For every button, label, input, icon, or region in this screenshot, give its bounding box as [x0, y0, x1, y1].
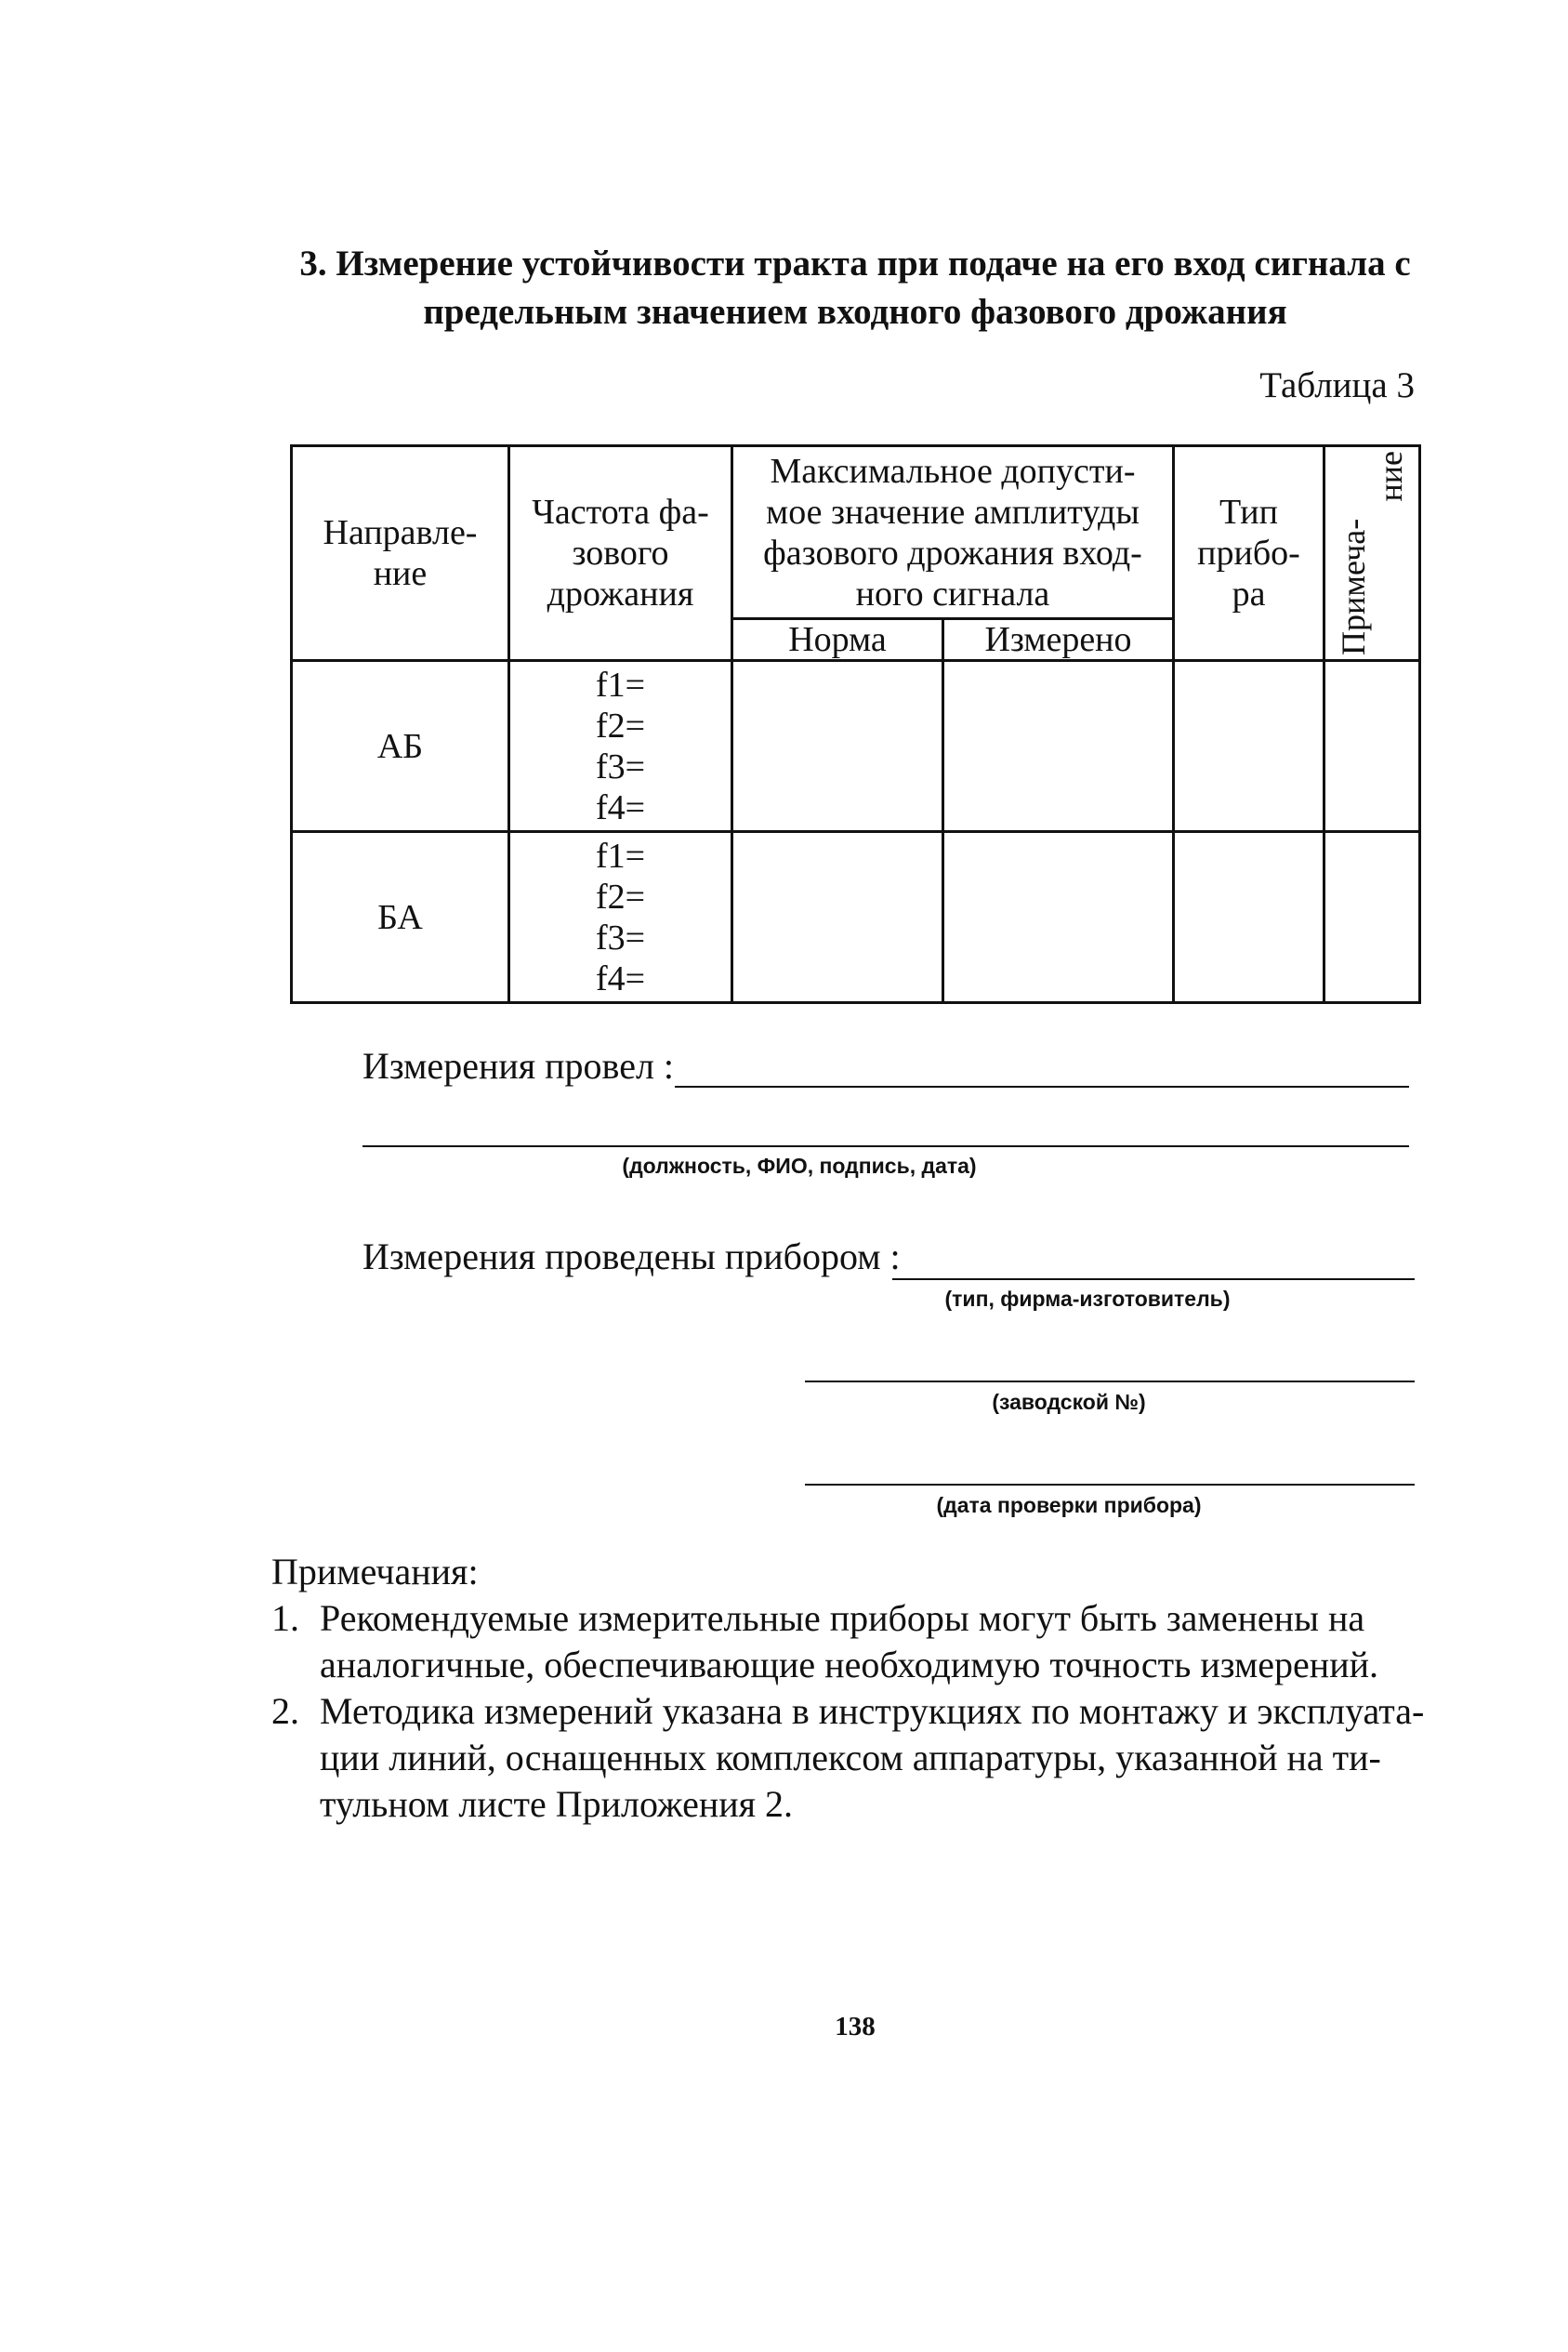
cell-device-type: [1174, 832, 1324, 1003]
cell-norm: [732, 661, 943, 832]
note-number: 2.: [271, 1690, 299, 1732]
header-measured: Измерено: [943, 619, 1174, 661]
conducted-by-label: Измерения провел :: [362, 1045, 675, 1087]
table-caption: Таблица 3: [1259, 365, 1415, 405]
check-date-caption: (дата проверки прибора): [936, 1493, 1202, 1517]
notes-section: [271, 1549, 1433, 1828]
header-note: [1324, 446, 1420, 661]
header-direction: Направле- ние: [292, 446, 509, 661]
serial-caption: (заводской №): [992, 1390, 1146, 1414]
cell-direction: АБ: [292, 661, 509, 832]
cell-norm: [732, 832, 943, 1003]
device-line[interactable]: [892, 1278, 1415, 1280]
notes-title: Примечания:: [271, 1551, 479, 1592]
device-caption: (тип, фирма-изготовитель): [944, 1287, 1231, 1311]
header-max-value: Максимальное допусти- мое значение амплитуды фазового дрожания вход- ного сигнала: [732, 446, 1174, 619]
device-label: Измерения проведены прибором :: [362, 1235, 901, 1277]
serial-line[interactable]: [805, 1381, 1415, 1382]
conducted-by-caption: (должность, ФИО, подпись, дата): [622, 1154, 977, 1178]
page-number: 138: [835, 2012, 876, 2041]
conducted-by-line-2[interactable]: [362, 1145, 1409, 1147]
note-item-1: 1. Рекомендуемые измерительные приборы могут быть заменены на аналогичные, обеспечивающие необходимую точность измерений.: [271, 1597, 1379, 1685]
cell-frequencies: f1= f2= f3= f4=: [509, 661, 732, 832]
table-row-ba: [292, 832, 1420, 1003]
header-device-type: Тип прибо- ра: [1174, 446, 1324, 661]
conducted-by-line[interactable]: [675, 1086, 1409, 1088]
section-heading: [279, 240, 1431, 337]
note-item-2: 2. Методика измерений указана в инструкциях по монтажу и эксплуата- ции линий, оснащенных комплексом аппаратуры, указанной на ти- тульном листе Приложения 2.: [271, 1690, 1425, 1825]
heading-line-1: 3. Измерение устойчивости тракта при подаче на его вход сигнала с: [299, 244, 1411, 284]
measurement-table: [290, 444, 1421, 1004]
table-row-ab: [292, 661, 1420, 832]
cell-device-type: [1174, 661, 1324, 832]
header-frequency: Частота фа- зового дрожания: [509, 446, 732, 661]
heading-line-2: предельным значением входного фазового дрожания: [423, 292, 1287, 332]
check-date-line[interactable]: [805, 1484, 1415, 1486]
cell-note: [1324, 832, 1420, 1003]
cell-direction: БА: [292, 832, 509, 1003]
note-number: 1.: [271, 1597, 299, 1639]
cell-note: [1324, 661, 1420, 832]
cell-measured: [943, 661, 1174, 832]
cell-measured: [943, 832, 1174, 1003]
cell-frequencies: f1= f2= f3= f4=: [509, 832, 732, 1003]
header-norm: Норма: [732, 619, 943, 661]
header-note-vertical: Примеча- ние: [1335, 451, 1409, 655]
